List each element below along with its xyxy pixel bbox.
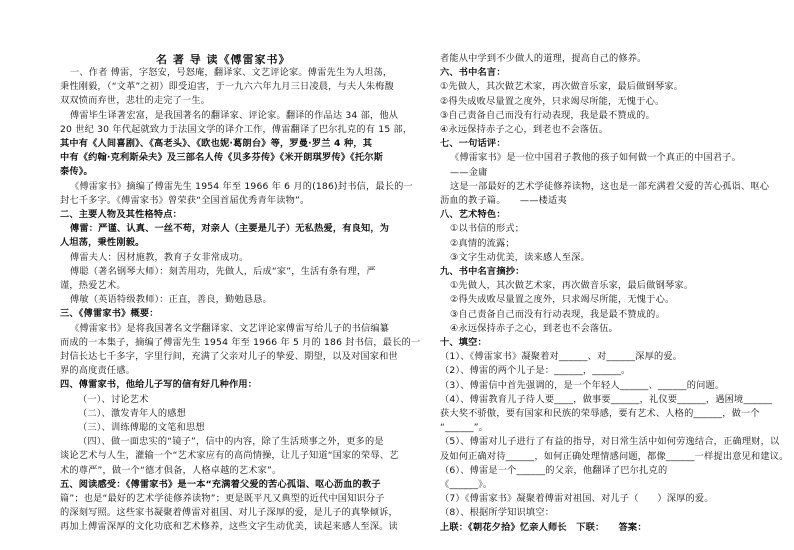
right-line-20: ④永远保持赤子之心，到老也不会落伍。 [450, 322, 619, 334]
right-line-11: 沥血的教子篇。 ——楼适夷 [440, 195, 567, 206]
left-line-31: 篇”；也是“最好的艺术学徒修养读物”；更是既平凡又典型的近代中国知识分子 [60, 493, 385, 504]
left-line-5: 20 世纪 30 年代起就致力于法国文学的译介工作，傅雷翻译了巴尔扎克的有 15 部， [60, 123, 413, 135]
right-line-13: ①以书信的形式； [450, 223, 525, 235]
right-line-33: （8）、根据所学知识填空： [440, 507, 555, 519]
right-line-16: 九、书中名言摘抄： [440, 266, 525, 277]
right-line-30: （6）、傅雷是一个______的父亲，他翻译了巴尔扎克的 [440, 464, 668, 476]
left-line-26: （三）、训练傅聪的文笔和思想 [78, 422, 205, 433]
right-line-22: （1）、《傅雷家书》凝聚着对______、对______深厚的爱。 [440, 351, 683, 363]
left-line-30: 五、阅读感受：《傅雷家书》是一本“充满着父爱的苦心孤诣、呕心沥血的教子 [60, 478, 381, 490]
right-line-31: 《______》。 [440, 479, 493, 490]
right-line-1: 者能从中学到不少做人的道理，提高自己的修养。 [440, 53, 647, 64]
left-line-6: 其中有《人间喜剧》、《高老头》、《欧也妮·葛朗台》等，罗曼·罗兰 4 种，其 [60, 138, 373, 149]
right-line-8: 《傅雷家书》是一位中国君子教他的孩子如何做一个真正的中国君子。 [450, 152, 742, 164]
right-line-7: 七、一句话评： [440, 138, 506, 150]
left-line-1: 一、作者 傅雷，字怒安，号怒庵，翻译家、文艺评论家。傅雷先生为人坦荡， [70, 67, 393, 78]
left-line-17: 傅敏（英语特级教师）：正直，善良，勤勉恳恳。 [70, 294, 272, 306]
left-line-24: （一）、讨论艺术 [78, 393, 149, 405]
right-line-27: “______”。 [440, 422, 489, 434]
document-title: 名 著 导 读《傅雷家书》 [156, 54, 291, 66]
left-line-9: 《傅雷家书》摘编了傅雷先生 1954 年至 1966 年 6 月的(186)封书信，最长的一 [70, 180, 413, 192]
right-line-29: 及如何正确对待______，如何正确处理情感问题，都像______一样提出意见和建议。 [440, 450, 789, 462]
left-line-28: 谈论艺术与人生，灌输一个“艺术家应有的高尚情操，让儿子知道“国家的荣辱、艺 [60, 450, 399, 462]
right-line-18: ②得失成败尽量置之度外，只求竭尽所能，无愧于心。 [450, 294, 675, 306]
right-line-25: （4）、傅雷教育儿子待人要____，做事要______，礼仪要______，遇困境______ [440, 393, 773, 405]
left-line-10: 封七千多字。《傅雷家书》曾荣获“全国首届优秀青年读物”。 [60, 194, 310, 206]
right-line-32: （7）《傅雷家书》凝聚着傅雷对祖国、对儿子（ ）深厚的爱。 [440, 493, 714, 505]
right-line-5: ③自己责备自己而没有行动表现，我是最不赞成的。 [440, 109, 655, 121]
left-line-27: （四）、做一面忠实的“镜子”，信中的内容，除了生活琐事之外，更多的是 [78, 436, 384, 448]
left-line-3: 双双愤而弃世，悲壮的走完了一生。 [60, 95, 211, 107]
left-line-13: 人坦荡，秉性刚毅。 [60, 237, 145, 249]
left-line-25: （二）、激发青年人的感想 [78, 407, 187, 419]
right-line-24: （3）、傅雷信中首先强调的，是一个年轻人______、______的问题。 [440, 379, 725, 391]
left-line-12: 傅雷：严谨、认真、一丝不苟，对亲人（主要是儿子）无私热爱，有良知，为 [70, 223, 390, 235]
right-line-23: （2）、傅雷的两个儿子是：______，______。 [440, 365, 631, 377]
left-line-23: 四、傅雷家书，他给儿子写的信有好几种作用： [60, 379, 258, 391]
left-line-4: 傅雷毕生译著宏富，是我国著名的翻译家、评论家。翻译的作品达 34 部，他从 [70, 109, 399, 121]
right-line-3: ①先做人，其次做艺术家，再次做音乐家，最后做钢琴家。 [440, 81, 684, 93]
right-line-9: ——金庸 [450, 166, 488, 178]
right-line-10: 这是一部最好的艺术学徒修养读物，这也是一部充满着父爱的苦心孤诣、呕心 [450, 180, 770, 192]
right-line-17: ①先做人，其次做艺术家，再次做音乐家，最后做钢琴家。 [450, 280, 694, 292]
right-line-14: ②真情的流露； [450, 237, 515, 249]
right-line-34: 上联：《朝花夕拾》忆亲人师长 下联： 答案： [440, 521, 647, 533]
left-line-2: 秉性刚毅，（“文革”之初）即受迫害，于一九六六年九月三日凌晨，与夫人朱梅馥 [60, 81, 394, 93]
left-line-15: 傅聪（著名钢琴大师）：刻苦用功，先做人，后成“家”，生活有条有理，严 [70, 265, 376, 277]
left-line-8: 泰传》。 [60, 166, 93, 178]
left-line-19: 《傅雷家书》是将我国著名文学翻译家、文艺评论家傅雷写给儿子的书信编纂 [70, 322, 390, 334]
right-line-4: ②得失成败尽量置之度外，只求竭尽所能，无愧于心。 [440, 95, 665, 107]
right-line-26: 获大奖不骄傲，要有国家和民族的荣辱感，要有艺术、人格的______，做一个 [440, 408, 760, 419]
left-line-22: 界的高度责任感。 [60, 365, 136, 377]
left-line-32: 的深刻写照。这些家书凝聚着傅雷对祖国、对儿子深厚的爱，是儿子的真挚倾诉， [60, 507, 398, 519]
right-line-12: 八、艺术特色： [440, 209, 506, 221]
left-line-14: 傅雷夫人：因材施教，教育子女非常成功。 [70, 251, 249, 263]
right-line-19: ③自己责备自己而没有行动表现，我是最不赞成的。 [450, 308, 665, 320]
left-line-16: 谨，热爱艺术。 [60, 280, 126, 291]
right-line-2: 六、书中名言： [440, 67, 506, 79]
right-line-21: 十、填空： [440, 337, 487, 348]
left-line-18: 三、《傅雷家书》概要： [60, 308, 159, 320]
right-line-6: ④永远保持赤子之心，到老也不会落伍。 [440, 124, 609, 135]
left-line-33: 再加上傅雷深厚的文化功底和艺术修养，这些文字生动优美，读起来感人至深。读 [60, 521, 398, 533]
left-line-20: 而成的一本集子，摘编了傅雷先生 1954 年至 1966 年 5 月的 186 封书信，最长的一 [60, 336, 421, 348]
left-line-29: 术的尊严”，做一个“德才俱备，人格卓越的艺术家”。 [60, 464, 282, 476]
left-line-21: 封信长达七千多字，字里行间，充满了父亲对儿子的挚爱、期望，以及对国家和世 [60, 351, 398, 362]
left-line-7: 中有《约翰·克利斯朵夫》及三部名人传《贝多芬传》《米开朗琪罗传》《托尔斯 [60, 152, 384, 164]
right-line-15: ③文字生动优美，读来感人至深。 [450, 251, 590, 263]
right-line-28: （5）、傅雷对儿子进行了有益的指导，对日常生活中如何劳逸结合，正确理财，以 [440, 436, 780, 448]
left-line-11: 二、主要人物及其性格特点： [60, 209, 183, 220]
